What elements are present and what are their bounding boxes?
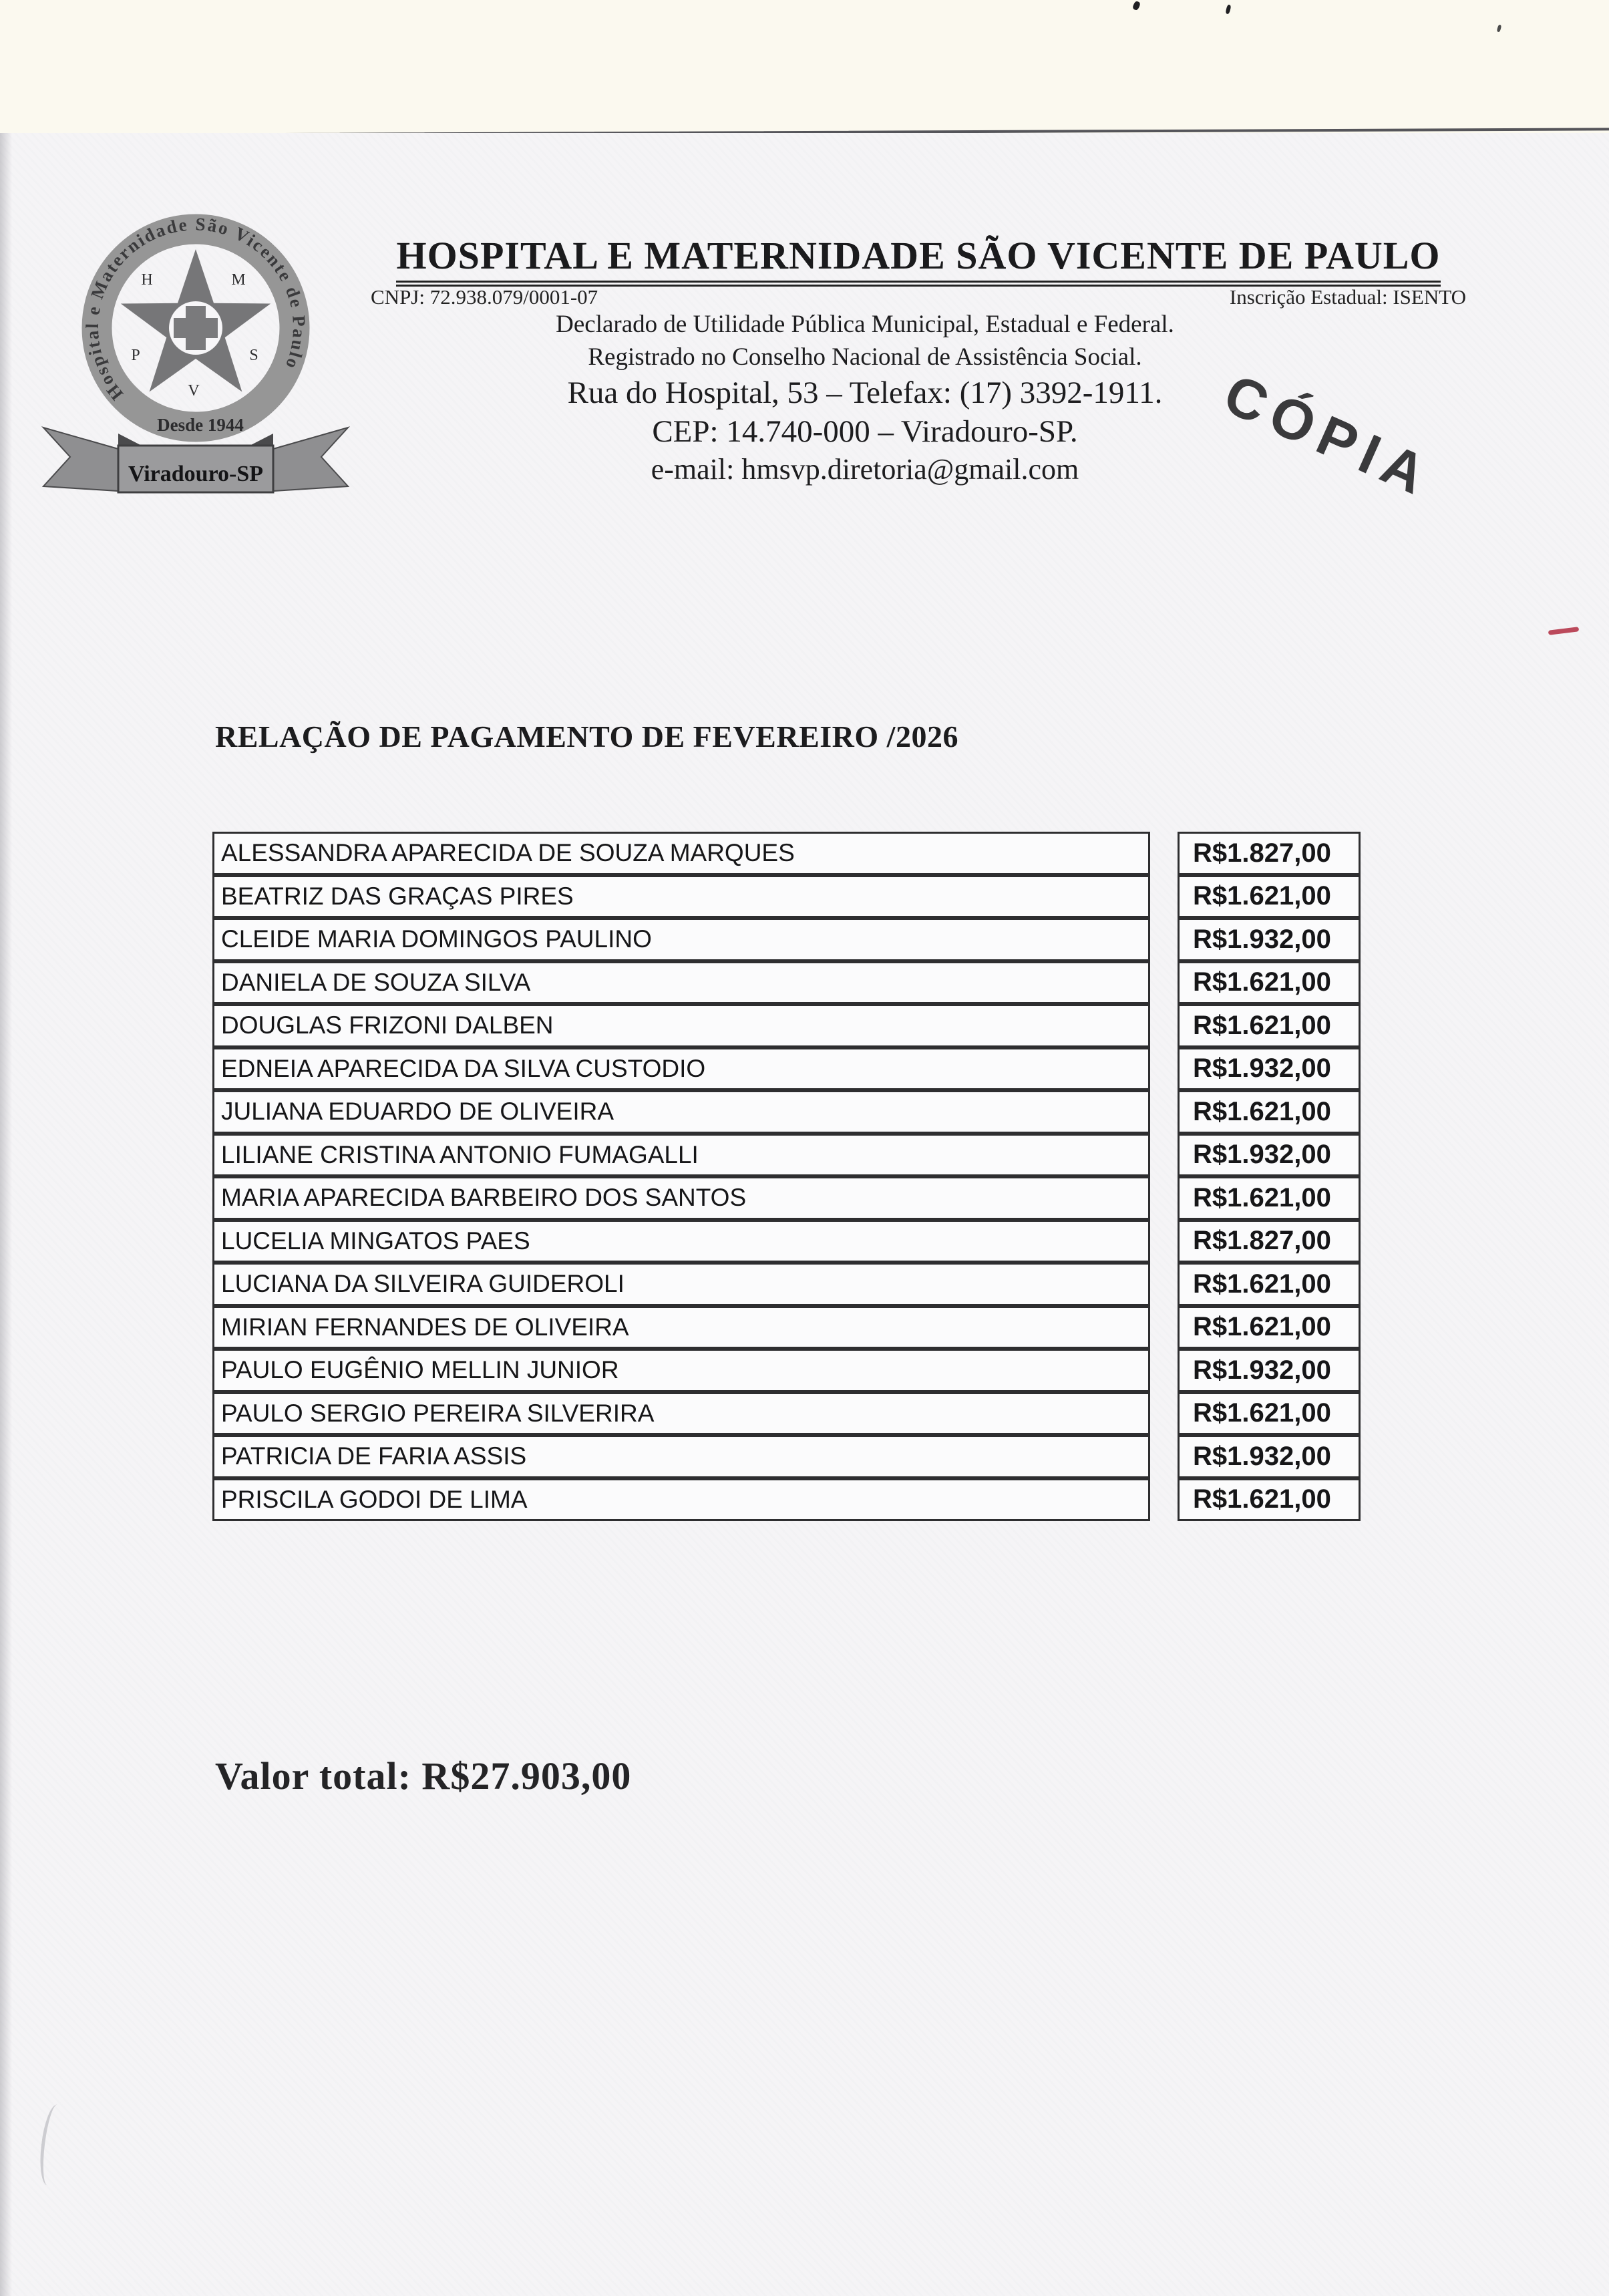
cnpj-text: CNPJ: 72.938.079/0001-07 — [371, 285, 598, 309]
payment-value: R$1.621,00 — [1193, 1182, 1331, 1212]
table-row — [212, 1134, 1365, 1177]
table-row — [212, 1090, 1365, 1134]
total-line: Valor total: R$27.903,00 — [215, 1754, 632, 1798]
employee-name-cell — [212, 1090, 1150, 1134]
email-line: e-mail: hmsvp.diretoria@gmail.com — [651, 453, 1079, 486]
employee-name-cell — [212, 1392, 1150, 1436]
payment-value-cell — [1178, 1090, 1361, 1134]
red-pen-mark — [1548, 627, 1580, 635]
employee-name: LUCELIA MINGATOS PAES — [221, 1226, 530, 1255]
table-row — [212, 961, 1365, 1005]
employee-name-cell — [212, 1176, 1150, 1220]
logo-letter-m: M — [231, 271, 246, 289]
payment-value: R$1.621,00 — [1193, 1398, 1331, 1428]
logo-letter-p: P — [131, 347, 140, 364]
table-row — [212, 1047, 1365, 1091]
table-row — [212, 1349, 1365, 1392]
logo-since-text: Desde 1944 — [157, 415, 244, 435]
employee-name-cell — [212, 1004, 1150, 1047]
payment-value: R$1.621,00 — [1193, 1484, 1331, 1514]
declaration-line: Declarado de Utilidade Pública Municipal, Estadual e Federal. — [556, 311, 1174, 338]
payment-value-cell — [1178, 961, 1361, 1005]
table-row — [212, 1478, 1365, 1522]
payment-value: R$1.932,00 — [1193, 1355, 1331, 1385]
payment-value: R$1.621,00 — [1193, 1269, 1331, 1299]
employee-name: MIRIAN FERNANDES DE OLIVEIRA — [221, 1313, 629, 1341]
logo-letter-v: V — [188, 382, 200, 399]
employee-name-cell — [212, 961, 1150, 1005]
table-row — [212, 1306, 1365, 1349]
table-row — [212, 1004, 1365, 1047]
employee-name: LILIANE CRISTINA ANTONIO FUMAGALLI — [221, 1140, 699, 1168]
payment-value: R$1.621,00 — [1193, 881, 1331, 911]
registration-line: Registrado no Conselho Nacional de Assistência Social. — [588, 343, 1142, 371]
payment-value: R$1.932,00 — [1193, 1441, 1331, 1471]
employee-name: MARIA APARECIDA BARBEIRO DOS SANTOS — [221, 1184, 747, 1212]
employee-name: CLEIDE MARIA DOMINGOS PAULINO — [221, 925, 652, 953]
table-row — [212, 832, 1365, 875]
employee-name: JULIANA EDUARDO DE OLIVEIRA — [221, 1098, 614, 1126]
employee-name-cell — [212, 1349, 1150, 1392]
table-row — [212, 1392, 1365, 1436]
employee-name: LUCIANA DA SILVEIRA GUIDEROLI — [221, 1270, 624, 1298]
payment-value-cell — [1178, 1004, 1361, 1047]
employee-name: EDNEIA APARECIDA DA SILVA CUSTODIO — [221, 1054, 706, 1082]
cep-line: CEP: 14.740-000 – Viradouro-SP. — [652, 414, 1078, 449]
table-row — [212, 1220, 1365, 1263]
employee-name-cell — [212, 1435, 1150, 1478]
employee-name-cell — [212, 875, 1150, 919]
employee-name-cell — [212, 918, 1150, 961]
payment-value-cell — [1178, 1176, 1361, 1220]
payment-value-cell — [1178, 918, 1361, 961]
payment-value: R$1.932,00 — [1193, 1140, 1331, 1170]
hospital-name-title: HOSPITAL E MATERNIDADE SÃO VICENTE DE PAULO — [396, 233, 1440, 287]
payment-value: R$1.932,00 — [1193, 1053, 1331, 1084]
employee-name: PRISCILA GODOI DE LIMA — [221, 1485, 528, 1513]
employee-name: DOUGLAS FRIZONI DALBEN — [221, 1011, 554, 1039]
logo-ribbon-text: Viradouro-SP — [128, 462, 264, 486]
address-line: Rua do Hospital, 53 – Telefax: (17) 3392-1911. — [567, 375, 1163, 410]
document-title: RELAÇÃO DE PAGAMENTO DE FEVEREIRO /2026 — [215, 719, 958, 754]
table-row — [212, 918, 1365, 961]
logo-circular-text: Hospital e Maternidade São Vicente de Paulo — [81, 214, 310, 404]
employee-name-cell — [212, 1478, 1150, 1522]
employee-name-cell — [212, 1306, 1150, 1349]
employee-name: PAULO EUGÊNIO MELLIN JUNIOR — [221, 1356, 619, 1384]
employee-name: PATRICIA DE FARIA ASSIS — [221, 1442, 527, 1470]
payment-value-cell — [1178, 1435, 1361, 1478]
table-row — [212, 1176, 1365, 1220]
paper-sheet — [0, 133, 1609, 2296]
payment-value-cell — [1178, 1392, 1361, 1436]
state-registration-text: Inscrição Estadual: ISENTO — [1229, 285, 1466, 309]
table-row — [212, 1435, 1365, 1478]
table-row — [212, 875, 1365, 919]
payment-value-cell — [1178, 1349, 1361, 1392]
employee-name: PAULO SERGIO PEREIRA SILVERIRA — [221, 1399, 655, 1427]
payment-value-cell — [1178, 1306, 1361, 1349]
payment-value: R$1.621,00 — [1193, 1312, 1331, 1342]
payment-value-cell — [1178, 1047, 1361, 1091]
logo-letter-h: H — [141, 271, 153, 289]
payment-value-cell — [1178, 1220, 1361, 1263]
employee-name-cell — [212, 832, 1150, 875]
scan-smudge — [37, 2103, 69, 2186]
employee-name: BEATRIZ DAS GRAÇAS PIRES — [221, 882, 574, 910]
employee-name-cell — [212, 1263, 1150, 1306]
payment-value-cell — [1178, 1134, 1361, 1177]
employee-name: ALESSANDRA APARECIDA DE SOUZA MARQUES — [221, 839, 795, 867]
payment-value: R$1.932,00 — [1193, 924, 1331, 954]
payment-value: R$1.621,00 — [1193, 1096, 1331, 1126]
table-row — [212, 1263, 1365, 1306]
copia-stamp: CÓPIA — [1215, 361, 1443, 510]
employee-name-cell — [212, 1134, 1150, 1177]
employee-name: DANIELA DE SOUZA SILVA — [221, 968, 531, 996]
scanner-background — [0, 0, 1609, 133]
payment-value: R$1.621,00 — [1193, 967, 1331, 997]
payment-value-cell — [1178, 832, 1361, 875]
payments-table — [212, 832, 1365, 1521]
payment-value-cell — [1178, 1263, 1361, 1306]
employee-name-cell — [212, 1220, 1150, 1263]
payment-value-cell — [1178, 875, 1361, 919]
employee-name-cell — [212, 1047, 1150, 1091]
payment-value: R$1.827,00 — [1193, 1226, 1331, 1256]
payment-value: R$1.827,00 — [1193, 838, 1331, 868]
payment-value-cell — [1178, 1478, 1361, 1522]
payment-value: R$1.621,00 — [1193, 1010, 1331, 1040]
logo-letter-s: S — [249, 347, 258, 364]
